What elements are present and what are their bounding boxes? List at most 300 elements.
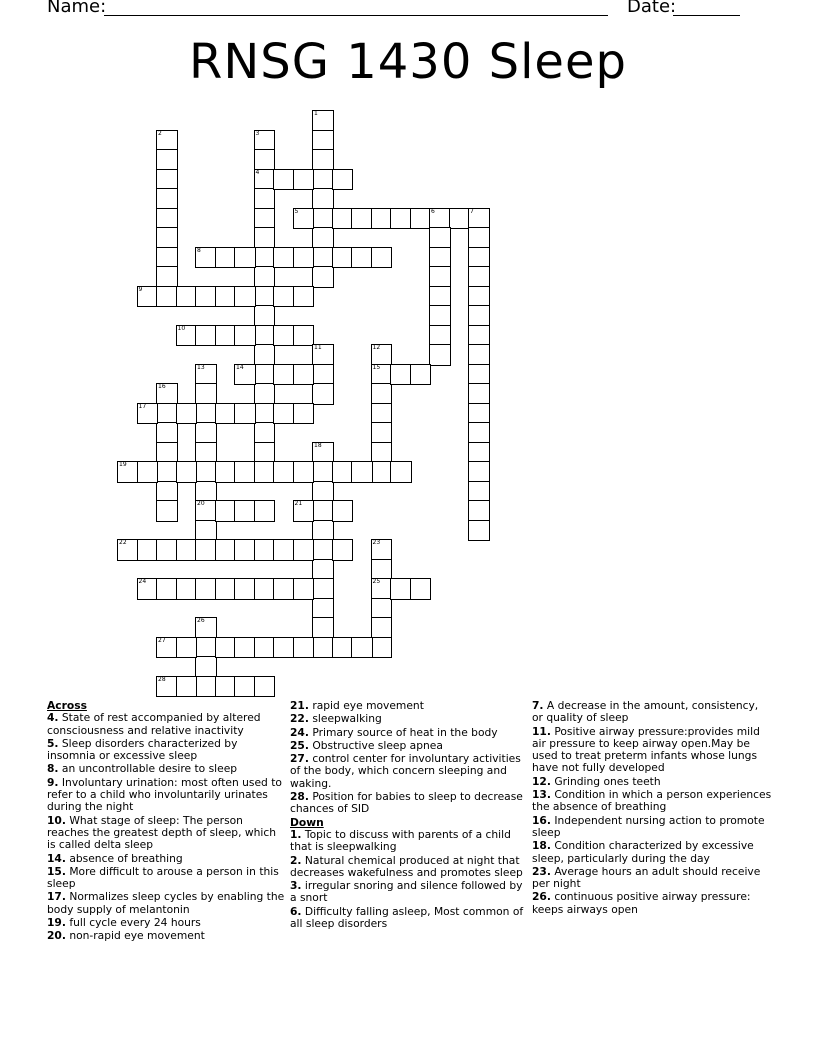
crossword-cell[interactable] [137,578,159,600]
clue-number-label: 1. [290,827,302,841]
crossword-cell[interactable] [156,169,178,191]
clue-item [532,891,772,916]
clue-number-label: 28. [290,790,309,804]
crossword-cell[interactable] [273,247,295,269]
crossword-cell[interactable] [176,539,198,561]
crossword-cell[interactable] [195,520,217,542]
crossword-cell[interactable] [371,208,393,230]
crossword-cell[interactable] [468,305,490,327]
clue-number: 19 [119,461,127,468]
crossword-cell[interactable] [254,422,276,444]
crossword-cell[interactable] [332,208,354,230]
crossword-cell[interactable] [312,442,334,464]
clue-item [290,740,530,752]
clue-text: absence of breathing [65,851,183,865]
crossword-cell[interactable] [312,169,334,191]
crossword-cell[interactable] [371,422,393,444]
crossword-cell[interactable] [371,617,393,639]
clue-text: What stage of sleep: The person reaches the greatest depth of sleep, which is called delta sleep [47,813,277,852]
clue-text: Difficulty falling asleep, Most common of all sleep disorders [290,904,524,931]
clue-text: sleepwalking [308,712,382,726]
crossword-cell[interactable] [273,461,295,483]
crossword-cell[interactable] [390,364,412,386]
crossword-cell[interactable] [371,559,393,581]
clue-number: 17 [138,402,147,410]
crossword-cell[interactable] [156,266,178,288]
clue-number-label: 26. [532,890,551,904]
crossword-cell[interactable] [195,617,217,639]
crossword-cell[interactable] [293,247,315,269]
clue-item [290,791,530,816]
clue-text: Natural chemical produced at night that decreases wakefulness and promotes sleep [290,853,523,879]
clue-item [532,815,772,840]
crossword-cell[interactable] [468,403,490,425]
crossword-cell[interactable] [410,364,432,386]
crossword-cell[interactable] [332,637,354,659]
crossword-cell[interactable] [429,247,451,269]
crossword-cell[interactable] [195,637,217,659]
clue-number-label: 15. [47,864,66,878]
crossword-cell[interactable] [234,539,256,561]
crossword-cell[interactable] [254,442,276,464]
across-heading: Across [47,699,87,712]
crossword-cell[interactable] [429,208,451,230]
crossword-cell[interactable] [351,247,373,269]
crossword-cell[interactable] [195,539,217,561]
crossword-cell[interactable] [371,539,393,561]
crossword-cell[interactable] [312,149,334,171]
crossword-cell[interactable] [429,266,451,288]
crossword-cell[interactable] [429,305,451,327]
crossword-cell[interactable] [234,676,256,698]
clue-number: 28 [158,675,166,683]
crossword-cell[interactable] [449,208,471,230]
crossword-cell[interactable] [468,247,490,269]
crossword-cell[interactable] [312,559,334,581]
clue-number-label: 25. [290,738,309,752]
crossword-cell[interactable] [312,266,334,288]
crossword-cell[interactable] [215,578,237,600]
crossword-cell[interactable] [312,383,334,405]
crossword-cell[interactable] [293,403,315,425]
clue-item [47,853,287,865]
crossword-cell[interactable] [254,266,276,288]
crossword-cell[interactable] [293,461,315,483]
crossword-cell[interactable] [195,286,217,308]
clue-number: 20 [197,500,205,507]
crossword-cell[interactable] [371,403,393,425]
crossword-cell[interactable] [254,578,276,600]
clue-number: 6 [431,207,435,215]
crossword-cell[interactable] [468,383,490,405]
clue-number: 16 [158,383,166,390]
crossword-cell[interactable] [293,578,315,600]
clue-number: 21 [294,500,303,507]
clue-text: Independent nursing action to promote sleep [532,813,765,839]
clue-item [290,906,530,931]
crossword-cell[interactable] [215,676,237,698]
crossword-cell[interactable] [234,325,256,347]
crossword-cell[interactable] [215,637,237,659]
crossword-cell[interactable] [195,383,217,405]
crossword-cell[interactable] [312,637,334,659]
clue-item [532,700,772,725]
crossword-cell[interactable] [312,188,334,210]
clue-text: continuous positive airway pressure: keeps airways open [532,890,751,916]
crossword-cell[interactable] [137,461,159,483]
crossword-cell[interactable] [468,461,490,483]
crossword-cell[interactable] [137,286,159,308]
clue-number-label: 2. [290,853,302,867]
crossword-cell[interactable] [273,169,295,191]
crossword-cell[interactable] [254,539,276,561]
crossword-cell[interactable] [312,130,334,152]
crossword-cell[interactable] [215,403,237,425]
crossword-cell[interactable] [371,637,393,659]
clue-number-label: 10. [47,813,66,827]
crossword-cell[interactable] [215,286,237,308]
clue-text: Position for babies to sleep to decrease chances of SID [290,790,523,816]
clue-text: Involuntary urination: most often used to refer to a child who involuntarily urinates during the night [47,775,282,814]
crossword-cell[interactable] [468,520,490,542]
crossword-cell[interactable] [273,286,295,308]
clue-number: 3 [255,129,260,137]
clue-text: Primary source of heat in the body [308,725,498,739]
crossword-cell[interactable] [137,403,159,425]
crossword-cell[interactable] [254,305,276,327]
crossword-cell[interactable] [371,578,393,600]
crossword-cell[interactable] [254,461,276,483]
clue-text: non-rapid eye movement [65,929,205,943]
crossword-cell[interactable] [468,266,490,288]
crossword-cell[interactable] [254,247,276,269]
clue-text: A decrease in the amount, consistency, or quality of sleep [532,699,759,725]
crossword-cell[interactable] [371,383,393,405]
crossword-cell[interactable] [273,403,295,425]
crossword-cell[interactable] [117,539,139,561]
crossword-cell[interactable] [312,208,334,230]
clue-item [290,829,530,854]
crossword-cell[interactable] [332,247,354,269]
crossword-cell[interactable] [312,520,334,542]
crossword-cell[interactable] [312,461,334,483]
across-clue-list [47,712,287,942]
crossword-cell[interactable] [371,461,393,483]
crossword-cell[interactable] [332,169,354,191]
crossword-cell[interactable] [254,286,276,308]
crossword-cell[interactable] [332,461,354,483]
down-clue-list-continued [532,700,772,916]
crossword-cell[interactable] [254,227,276,249]
crossword-cell[interactable] [468,227,490,249]
crossword-cell[interactable] [254,676,276,698]
clue-number: 8 [197,246,201,254]
clue-number: 23 [372,539,381,546]
clue-item [47,738,287,763]
clue-number: 24 [138,578,147,585]
across-clue-list-continued [290,700,530,816]
clue-number: 14 [236,363,244,371]
crossword-cell[interactable] [468,442,490,464]
clue-text: Average hours an adult should receive per night [532,864,761,891]
crossword-cell[interactable] [293,500,315,522]
clue-number-label: 7. [532,699,544,712]
crossword-cell[interactable] [234,500,256,522]
crossword-cell[interactable] [254,364,276,386]
clue-number: 15 [372,363,381,371]
crossword-cell[interactable] [254,403,276,425]
crossword-cell[interactable] [156,208,178,230]
crossword-cell[interactable] [176,403,198,425]
crossword-cell[interactable] [254,500,276,522]
crossword-cell[interactable] [234,364,256,386]
crossword-cell[interactable] [195,325,217,347]
crossword-cell[interactable] [195,676,217,698]
clue-number: 5 [294,207,299,215]
crossword-cell[interactable] [156,676,178,698]
clue-text: Grinding ones teeth [550,774,661,788]
crossword-cell[interactable] [371,247,393,269]
crossword-cell[interactable] [254,130,276,152]
crossword-cell[interactable] [195,461,217,483]
clue-text: Sleep disorders characterized by insomnia or excessive sleep [47,736,238,763]
crossword-cell[interactable] [312,481,334,503]
crossword-cell[interactable] [312,227,334,249]
crossword-cell[interactable] [195,500,217,522]
clue-item [290,713,530,725]
clue-item [532,840,772,865]
crossword-cell[interactable] [254,637,276,659]
crossword-cell[interactable] [312,364,334,386]
clue-number-label: 27. [290,752,309,766]
clue-number-label: 16. [532,813,551,827]
clue-text: an uncontrollable desire to sleep [58,762,238,776]
crossword-cell[interactable] [273,364,295,386]
clue-text: More difficult to arouse a person in this sleep [47,864,279,891]
crossword-cell[interactable] [429,286,451,308]
crossword-cell[interactable] [156,286,178,308]
crossword-cell[interactable] [156,130,178,152]
crossword-cell[interactable] [390,461,412,483]
clue-text: full cycle every 24 hours [65,916,201,930]
crossword-cell[interactable] [312,110,334,132]
clue-number-label: 22. [290,712,309,726]
crossword-cell[interactable] [176,461,198,483]
crossword-cell[interactable] [195,247,217,269]
clues-column-2 [290,700,530,931]
crossword-cell[interactable] [429,325,451,347]
crossword-cell[interactable] [468,325,490,347]
crossword-cell[interactable] [410,578,432,600]
crossword-cell[interactable] [156,149,178,171]
crossword-cell[interactable] [293,364,315,386]
crossword-cell[interactable] [156,500,178,522]
crossword-cell[interactable] [156,422,178,444]
clue-number-label: 5. [47,736,59,750]
crossword-cell[interactable] [351,461,373,483]
crossword-cell[interactable] [293,539,315,561]
crossword-cell[interactable] [468,364,490,386]
crossword-cell[interactable] [156,403,178,425]
date-label: Date: [627,0,677,17]
clue-number-label: 18. [532,839,551,853]
page-title: RNSG 1430 Sleep [189,34,627,90]
crossword-cell[interactable] [468,481,490,503]
crossword-cell[interactable] [195,364,217,386]
crossword-cell[interactable] [254,188,276,210]
crossword-cell[interactable] [293,637,315,659]
crossword-cell[interactable] [312,344,334,366]
crossword-cell[interactable] [293,286,315,308]
clue-number-label: 6. [290,904,302,918]
clue-text: Topic to discuss with parents of a child that is sleepwalking [290,827,511,854]
crossword-cell[interactable] [312,247,334,269]
clue-number-label: 12. [532,774,551,788]
crossword-cell[interactable] [390,208,412,230]
crossword-cell[interactable] [312,617,334,639]
crossword-cell[interactable] [429,227,451,249]
clue-item [47,712,287,737]
crossword-cell[interactable] [156,247,178,269]
crossword-cell[interactable] [254,344,276,366]
clues-column-3 [532,700,772,917]
crossword-cell[interactable] [312,539,334,561]
crossword-cell[interactable] [273,325,295,347]
clue-number-label: 3. [290,879,302,893]
crossword-cell[interactable] [195,403,217,425]
crossword-cell[interactable] [156,461,178,483]
crossword-cell[interactable] [371,442,393,464]
crossword-cell[interactable] [468,422,490,444]
crossword-cell[interactable] [410,208,432,230]
crossword-cell[interactable] [156,578,178,600]
crossword-cell[interactable] [215,500,237,522]
clue-text: Obstructive sleep apnea [308,738,443,752]
clue-text: State of rest accompanied by altered consciousness and relative inactivity [47,711,261,737]
crossword-cell[interactable] [195,442,217,464]
crossword-cell[interactable] [332,500,354,522]
clue-item [290,855,530,880]
crossword-cell[interactable] [234,286,256,308]
clue-number: 7 [470,207,474,215]
clue-number: 1 [314,110,318,117]
crossword-cell[interactable] [254,169,276,191]
crossword-cell[interactable] [215,539,237,561]
crossword-cell[interactable] [468,344,490,366]
clue-number: 2 [158,129,162,137]
crossword-cell[interactable] [176,325,198,347]
clue-number-label: 4. [47,711,59,725]
crossword-cell[interactable] [390,578,412,600]
clue-text: Condition in which a person experiences the absence of breathing [532,788,772,814]
crossword-cell[interactable] [273,539,295,561]
crossword-cell[interactable] [117,461,139,483]
clue-item [532,789,772,814]
clue-item [47,891,287,916]
crossword-cell[interactable] [195,481,217,503]
clue-number: 18 [314,441,322,449]
clue-item [47,815,287,852]
crossword-cell[interactable] [273,578,295,600]
clue-number-label: 13. [532,788,551,802]
crossword-cell[interactable] [371,598,393,620]
clue-text: Normalizes sleep cycles by enabling the body supply of melantonin [47,890,285,916]
crossword-cell[interactable] [215,247,237,269]
crossword-cell[interactable] [468,500,490,522]
crossword-cell[interactable] [254,383,276,405]
clue-item [290,880,530,905]
clue-text: rapid eye movement [308,699,424,712]
crossword-cell[interactable] [234,637,256,659]
crossword-cell[interactable] [234,403,256,425]
clue-number-label: 19. [47,916,66,930]
clue-item [290,727,530,739]
crossword-cell[interactable] [254,325,276,347]
crossword-cell[interactable] [468,286,490,308]
crossword-cell[interactable] [176,286,198,308]
crossword-cell[interactable] [156,227,178,249]
crossword-cell[interactable] [156,442,178,464]
crossword-cell[interactable] [176,578,198,600]
clue-number: 11 [314,344,322,351]
crossword-cell[interactable] [371,344,393,366]
crossword-cell[interactable] [156,481,178,503]
clue-item [532,776,772,788]
crossword-cell[interactable] [293,169,315,191]
crossword-cell[interactable] [332,539,354,561]
crossword-cell[interactable] [254,208,276,230]
crossword-cell[interactable] [254,149,276,171]
clue-number: 4 [255,168,260,176]
crossword-cell[interactable] [195,422,217,444]
clue-number-label: 23. [532,864,551,878]
clue-number-label: 11. [532,724,551,738]
crossword-cell[interactable] [195,578,217,600]
crossword-cell[interactable] [195,656,217,678]
crossword-cell[interactable] [312,578,334,600]
crossword-cell[interactable] [215,461,237,483]
crossword-cell[interactable] [273,637,295,659]
clue-item [47,917,287,929]
crossword-cell[interactable] [156,383,178,405]
crossword-cell[interactable] [351,637,373,659]
clue-number: 26 [197,617,205,624]
crossword-cell[interactable] [429,344,451,366]
crossword-cell[interactable] [312,598,334,620]
crossword-cell[interactable] [468,208,490,230]
crossword-cell[interactable] [156,188,178,210]
crossword-cell[interactable] [312,500,334,522]
clue-item [532,726,772,775]
clue-text: Positive airway pressure:provides mild air pressure to keep airway open.May be used to treat preterm infants whose lungs have not fully developed [532,724,760,775]
clues-column-1 [47,700,287,944]
crossword-cell[interactable] [234,461,256,483]
crossword-cell[interactable] [156,539,178,561]
crossword-cell[interactable] [156,637,178,659]
crossword-cell[interactable] [351,208,373,230]
crossword-cell[interactable] [137,539,159,561]
crossword-cell[interactable] [176,676,198,698]
clue-number: 27 [158,636,166,644]
crossword-cell[interactable] [371,364,393,386]
crossword-cell[interactable] [176,637,198,659]
crossword-cell[interactable] [293,325,315,347]
clue-number: 25 [372,578,381,585]
crossword-cell[interactable] [234,247,256,269]
crossword-cell[interactable] [293,208,315,230]
crossword-cell[interactable] [215,325,237,347]
crossword-cell[interactable] [234,578,256,600]
